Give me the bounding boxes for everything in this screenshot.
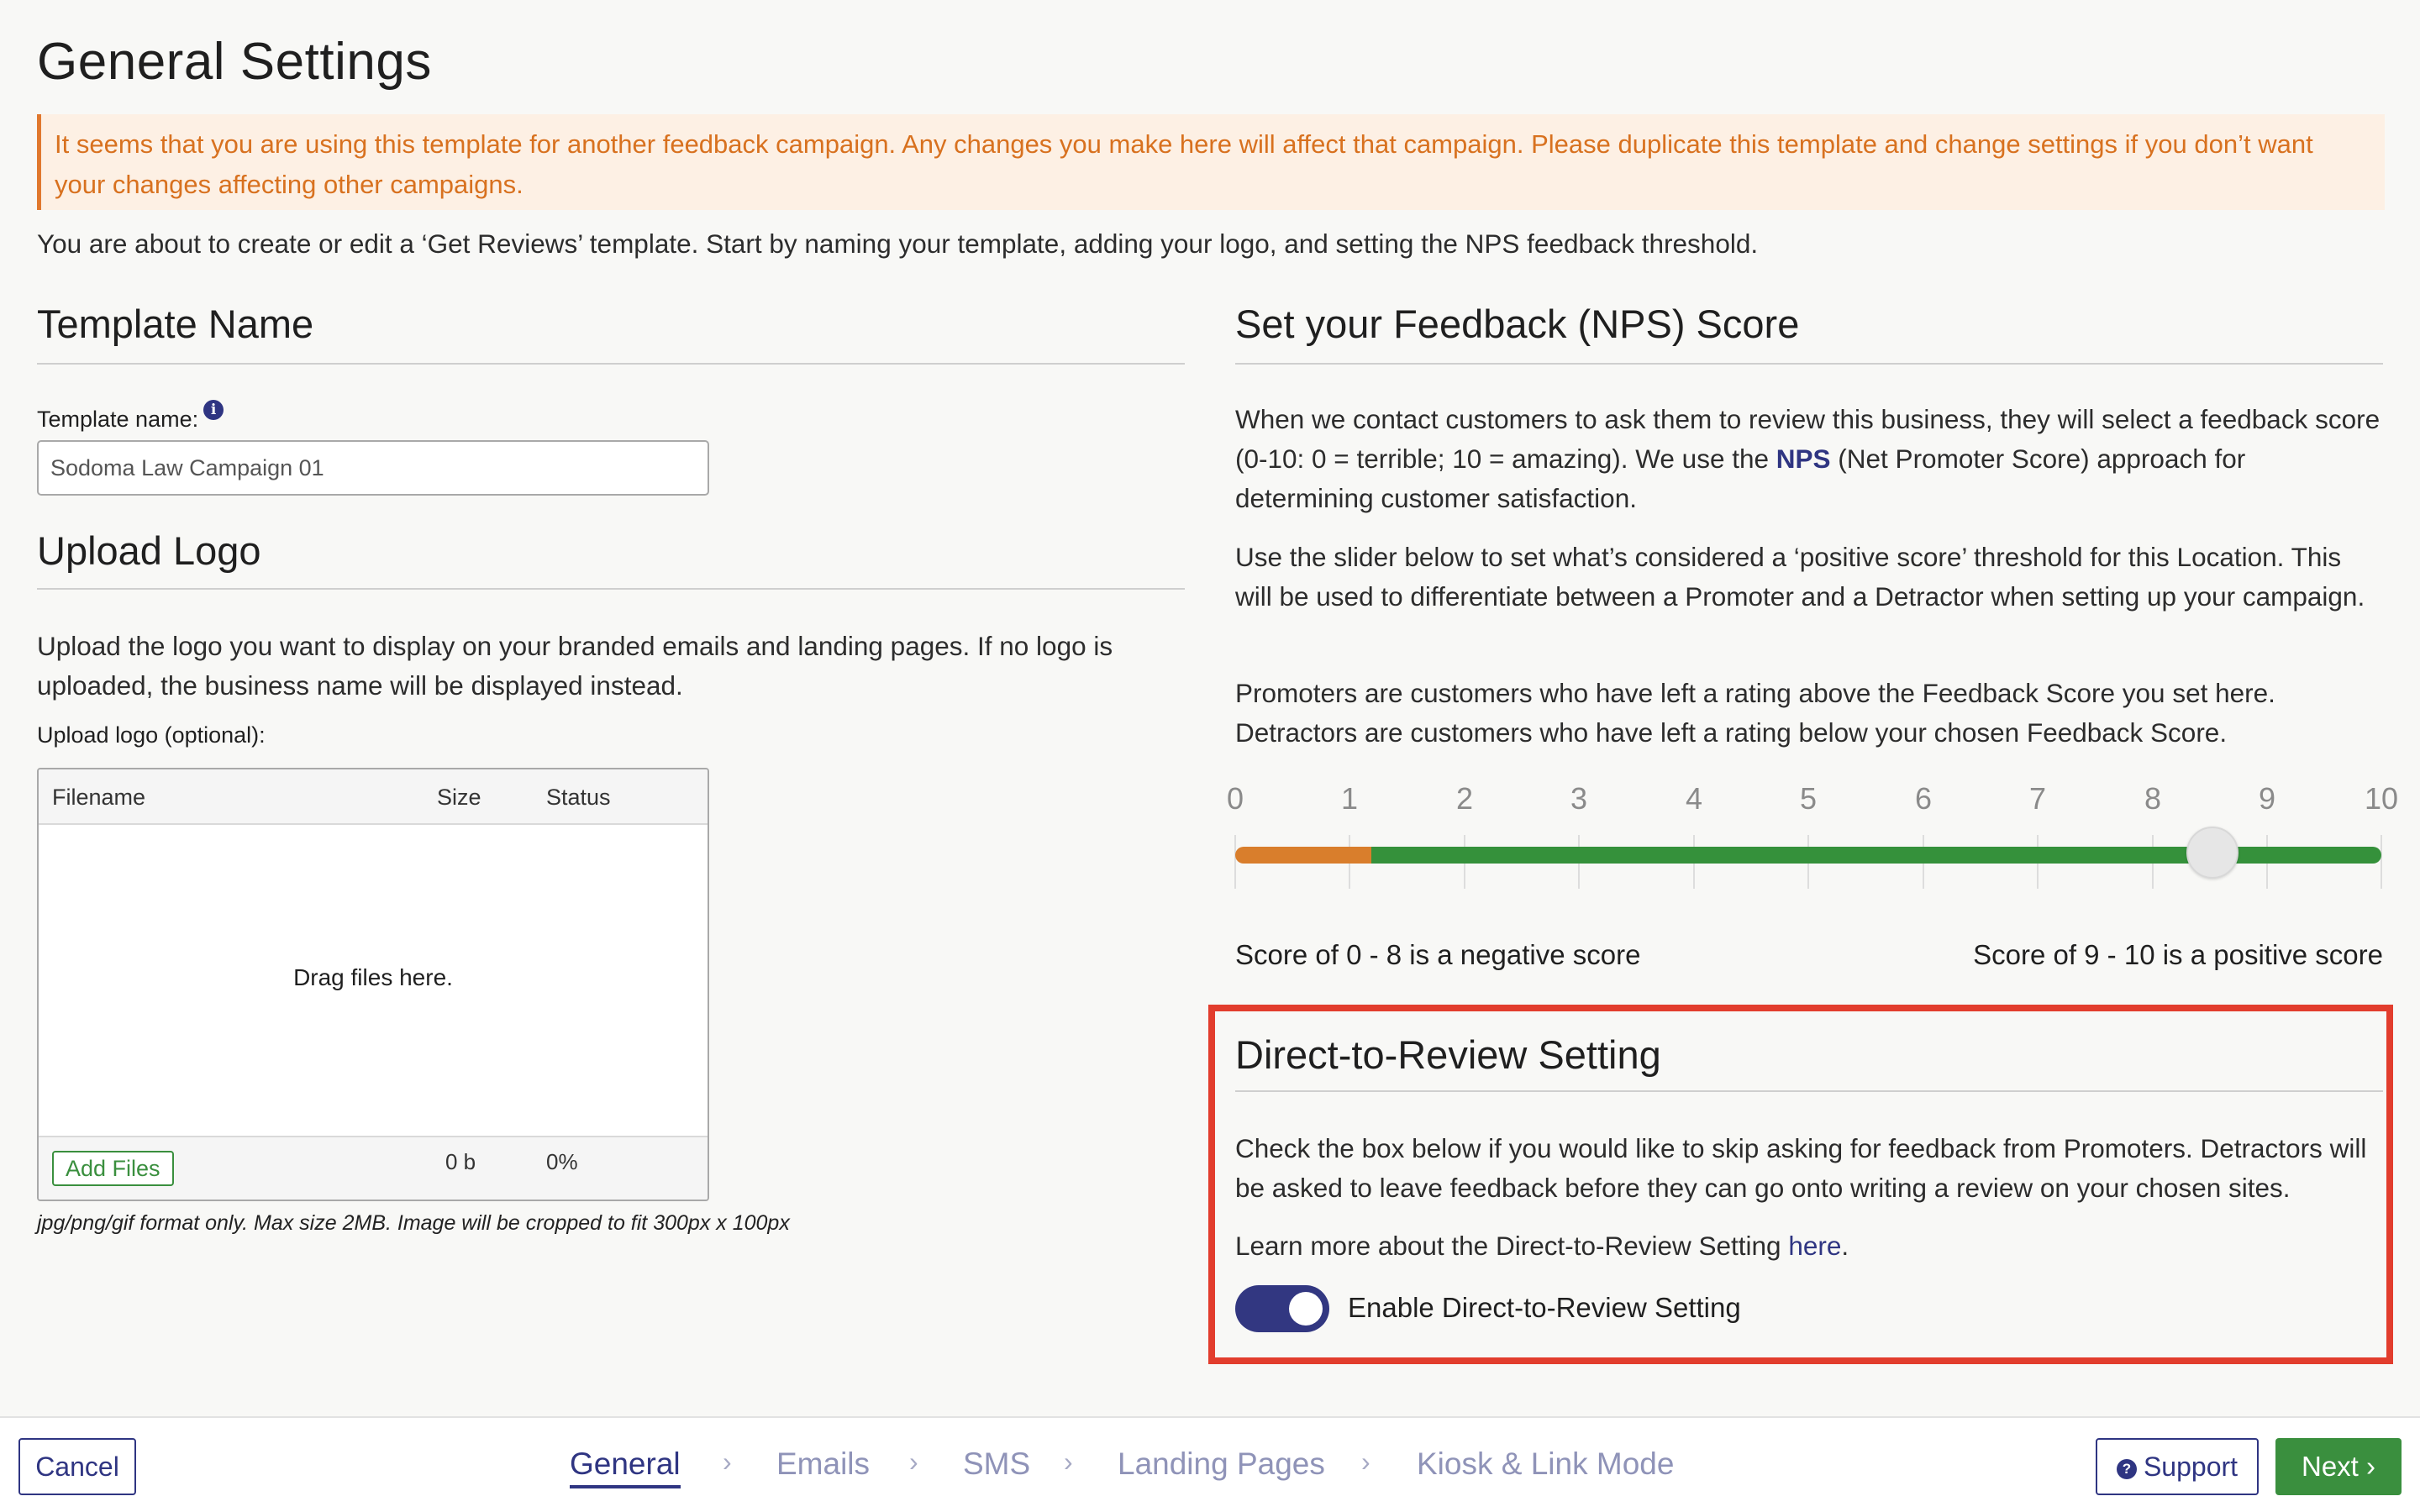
divider [37, 588, 1185, 590]
template-name-label [37, 402, 224, 433]
cancel-button[interactable]: Cancel [18, 1438, 136, 1495]
upload-table-header [39, 769, 708, 825]
nps-paragraph-3: Promoters are customers who have left a rating above the Feedback Score you set here. Detractors are customers who have left a rating below your chosen Feedback Score. [1235, 678, 2275, 748]
scale-label: 9 [2258, 781, 2276, 816]
upload-logo-label: Upload logo (optional): [37, 722, 266, 748]
support-label: Support [2143, 1451, 2238, 1482]
format-note: jpg/png/gif format only. Max size 2MB. Image will be cropped to fit 300px x 100px [37, 1211, 790, 1235]
info-icon[interactable]: i [203, 400, 224, 420]
divider [1235, 1090, 2383, 1092]
step-landing-pages[interactable]: Landing Pages [1118, 1446, 1325, 1481]
learn-more-suffix: . [1841, 1231, 1849, 1261]
negative-score-caption: Score of 0 - 8 is a negative score [1235, 939, 1641, 970]
add-files-button[interactable]: Add Files [52, 1151, 174, 1186]
learn-more-prefix: Learn more about the Direct-to-Review Setting [1235, 1231, 1789, 1261]
learn-more-link[interactable]: here [1788, 1231, 1842, 1261]
direct-to-review-description: Check the box below if you would like to skip asking for feedback from Promoters. Detractors will be asked to leave feedback before they can go onto writing a review on your chosen sites. [1235, 1133, 2367, 1203]
drag-files-text: Drag files here. [293, 964, 453, 990]
scale-label: 1 [1340, 781, 1359, 816]
chevron-right-icon: › [909, 1446, 918, 1477]
scale-label: 0 [1226, 781, 1244, 816]
toggle-knob [1289, 1292, 1323, 1326]
divider [37, 363, 1185, 365]
next-label: Next [2301, 1451, 2359, 1482]
column-filename: Filename [52, 785, 146, 810]
template-name-label-text: Template name: [37, 407, 199, 432]
chevron-right-icon: › [1064, 1446, 1073, 1477]
upload-logo-heading: Upload Logo [37, 528, 261, 573]
scale-label: 5 [1799, 781, 1818, 816]
support-button[interactable] [2096, 1438, 2259, 1495]
wizard-footer [0, 1416, 2420, 1512]
nps-heading: Set your Feedback (NPS) Score [1235, 302, 1800, 346]
nps-para1-end: (Net Promoter Score) approach for determining customer satisfaction. [1235, 444, 2246, 513]
slider-handle[interactable] [2186, 827, 2238, 879]
nps-link[interactable]: NPS [1776, 444, 1831, 474]
chevron-right-icon: › [723, 1446, 732, 1477]
nps-para1-start: When we contact customers to ask them to review this business, they will select a feedback score (0-10: 0 = terrible; 10 = amazing). We use the [1235, 404, 2381, 474]
nps-paragraph-2: Use the slider below to set what’s considered a ‘positive score’ threshold for this Location. This will be used to differentiate between a Promoter and a Detractor when setting up your campaign. [1235, 542, 2365, 612]
chevron-right-icon: › [2366, 1451, 2376, 1482]
column-status: Status [546, 785, 611, 810]
column-size: Size [437, 785, 481, 810]
upload-table-footer [39, 1136, 708, 1200]
scale-label: 3 [1570, 781, 1588, 816]
slider-tick [1234, 835, 1236, 889]
positive-score-caption: Score of 9 - 10 is a positive score [1973, 939, 2383, 970]
question-icon: ? [2117, 1459, 2137, 1479]
next-button[interactable] [2275, 1438, 2402, 1495]
scale-label: 2 [1455, 781, 1474, 816]
chevron-right-icon: › [1361, 1446, 1370, 1477]
toggle-label: Enable Direct-to-Review Setting [1348, 1292, 1741, 1323]
scale-label: 4 [1685, 781, 1703, 816]
upload-logo-description: Upload the logo you want to display on your branded emails and landing pages. If no logo is uploaded, the business name will be displayed instead. [37, 631, 1113, 701]
slider-tick [2381, 835, 2382, 889]
step-sms[interactable]: SMS [963, 1446, 1031, 1481]
scale-label: 6 [1914, 781, 1933, 816]
scale-label: 8 [2144, 781, 2162, 816]
learn-more-text [1235, 1226, 1849, 1266]
template-name-input[interactable] [37, 440, 709, 496]
scale-label: 7 [2028, 781, 2047, 816]
scale-label: 10 [2364, 781, 2399, 816]
template-name-heading: Template Name [37, 302, 314, 346]
file-upload-dropzone[interactable] [37, 768, 709, 1201]
total-status: 0% [546, 1149, 578, 1174]
nps-paragraph-1 [1235, 400, 2383, 518]
divider [1235, 363, 2383, 365]
total-size: 0 b [445, 1149, 476, 1174]
direct-to-review-heading: Direct-to-Review Setting [1235, 1032, 1661, 1077]
step-emails[interactable]: Emails [776, 1446, 871, 1481]
step-general[interactable]: General [570, 1446, 681, 1488]
step-kiosk-link-mode[interactable]: Kiosk & Link Mode [1417, 1446, 1675, 1481]
page-title: General Settings [37, 33, 432, 91]
intro-text: You are about to create or edit a ‘Get Reviews’ template. Start by naming your template, adding your logo, and setting the NPS feedback threshold. [37, 228, 1759, 259]
warning-banner: It seems that you are using this template for another feedback campaign. Any changes you make here will affect that campaign. Please duplicate this template and change settings if you don’t want your changes affecting other campaigns. [37, 114, 2385, 210]
direct-to-review-toggle[interactable] [1235, 1285, 1329, 1332]
